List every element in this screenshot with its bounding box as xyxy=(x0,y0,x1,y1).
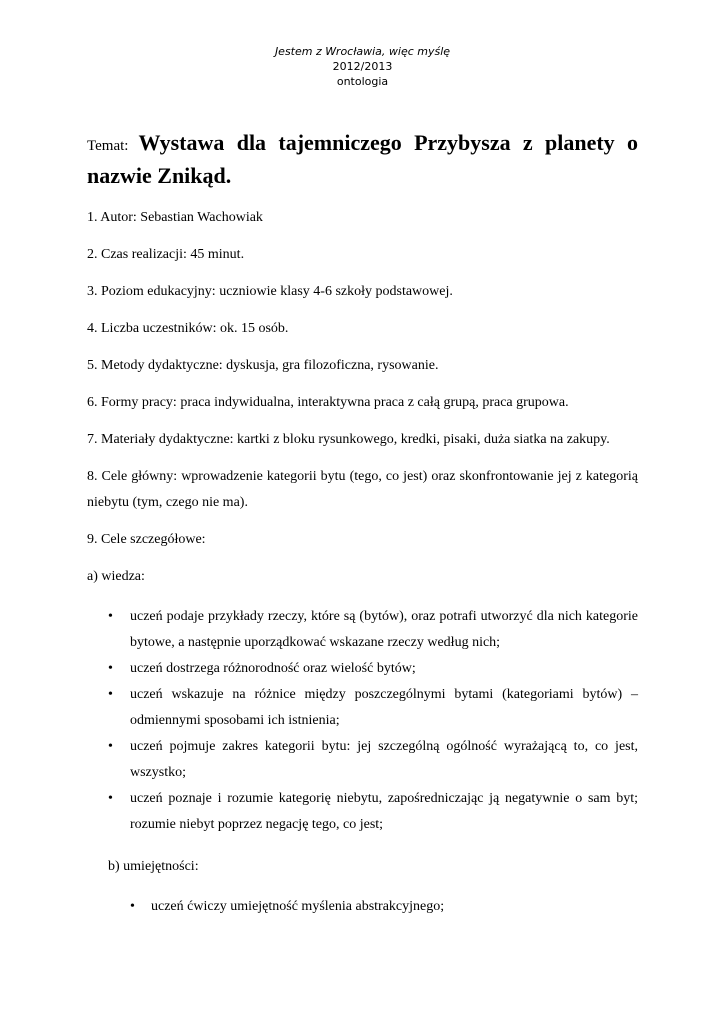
page-header xyxy=(0,44,725,89)
knowledge-list xyxy=(87,604,638,838)
item-materials: 7. Materiały dydaktyczne: kartki z bloku rysunkowego, kredki, pisaki, duża siatka na zakupy. xyxy=(87,432,610,447)
title-text: Wystawa dla tajemniczego Przybysza z planety o nazwie Znikąd. xyxy=(87,130,638,188)
list-item: • uczeń dostrzega różnorodność oraz wielość bytów; xyxy=(87,656,638,682)
item-education-level: 3. Poziom edukacyjny: uczniowie klasy 4-6 szkoły podstawowej. xyxy=(87,284,453,299)
bullet-icon: • xyxy=(108,791,113,806)
lesson-title xyxy=(87,128,638,191)
item-duration: 2. Czas realizacji: 45 minut. xyxy=(87,247,245,262)
skills-heading: b) umiejętności: xyxy=(108,859,199,874)
list-item: • uczeń poznaje i rozumie kategorię niebytu, zapośredniczając ją negatywnie o sam byt; rozumie niebyt poprzez negację tego, co jest; xyxy=(87,786,638,838)
bullet-icon: • xyxy=(108,609,113,624)
item-author: 1. Autor: Sebastian Wachowiak xyxy=(87,210,263,225)
bullet-icon: • xyxy=(108,739,113,754)
list-item: • uczeń wskazuje na różnice między poszczególnymi bytami (kategoriami bytów) – odmiennymi sposobami ich istnienia; xyxy=(87,682,638,734)
bullet-icon: • xyxy=(108,687,113,702)
list-item: • uczeń podaje przykłady rzeczy, które są (bytów), oraz potrafi utworzyć dla nich kategorie bytowe, a następnie uporządkować wskazane rzeczy według nich; xyxy=(87,604,638,656)
header-project-title: Jestem z Wrocławia, więc myślę xyxy=(274,45,451,58)
title-label: Temat: xyxy=(87,138,129,154)
item-specific-goals: 9. Cele szczegółowe: xyxy=(87,532,206,547)
item-knowledge-heading: a) wiedza: xyxy=(87,569,145,584)
list-item: • uczeń ćwiczy umiejętność myślenia abstrakcyjnego; xyxy=(87,894,638,920)
item-main-goal: 8. Cele główny: wprowadzenie kategorii bytu (tego, co jest) oraz skonfrontowanie jej z kategorią niebytu (tym, czego nie ma). xyxy=(87,469,638,510)
header-subject: ontologia xyxy=(336,75,389,88)
document-body xyxy=(87,128,638,920)
item-work-forms: 6. Formy pracy: praca indywidualna, interaktywna praca z całą grupą, praca grupowa. xyxy=(87,395,569,410)
item-methods: 5. Metody dydaktyczne: dyskusja, gra filozoficzna, rysowanie. xyxy=(87,358,439,373)
bullet-icon: • xyxy=(108,661,113,676)
list-item: • uczeń pojmuje zakres kategorii bytu: jej szczególną ogólność wyrażającą to, co jest, wszystko; xyxy=(87,734,638,786)
item-participants: 4. Liczba uczestników: ok. 15 osób. xyxy=(87,321,289,336)
header-year: 2012/2013 xyxy=(332,60,393,73)
bullet-icon: • xyxy=(130,899,135,914)
skills-list xyxy=(87,894,638,920)
